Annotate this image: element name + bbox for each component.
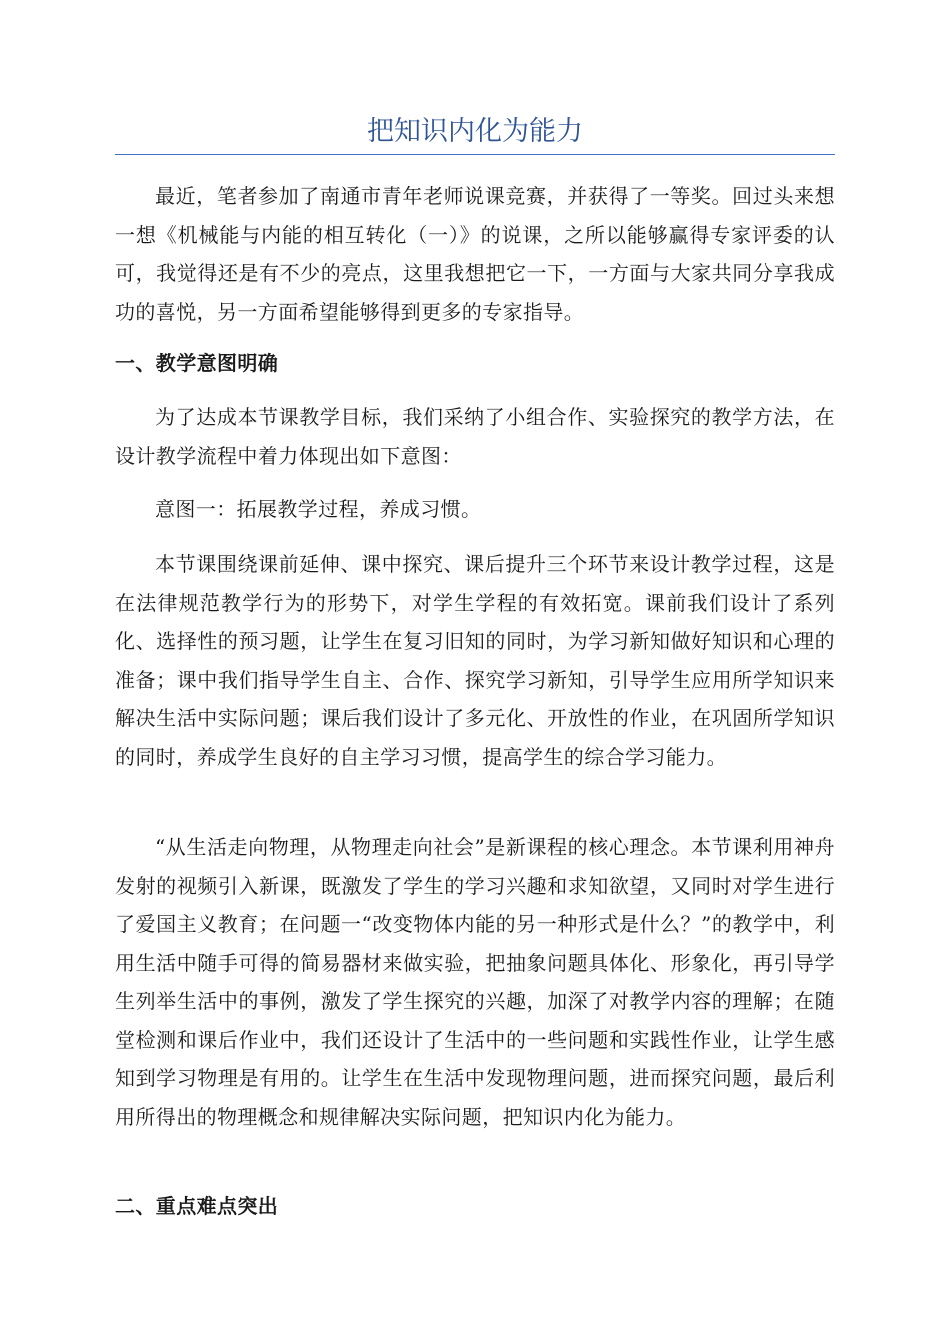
section1-paragraph-4: “从生活走向物理，从物理走向社会”是新课程的核心理念。本节课利用神舟发射的视频引入新课，既激发了学生的学习兴趣和求知欲望，又同时对学生进行了爱国主义教育；在问题一“改变物体内能的另一种形式是什么？”的教学中，利用生活中随手可得的简易器材来做实验，把抽象问题具体化、形象化，再引导学生列举生活中的事例，激发了学生探究的兴趣，加深了对教学内容的理解；在随堂检测和课后作业中，我们还设计了生活中的一些问题和实践性作业，让学生感知到学习物理是有用的。让学生在生活中发现物理问题，进而探究问题，最后利用所得出的物理概念和规律解决实际问题，把知识内化为能力。 (115, 835, 835, 1129)
section1-paragraph-3: 本节课围绕课前延伸、课中探究、课后提升三个环节来设计教学过程，这是在法律规范教学行为的形势下，对学生学程的有效拓宽。课前我们设计了系列化、选择性的预习题，让学生在复习旧知的同时，为学习新知做好知识和心理的准备；课中我们指导学生自主、合作、探究学习新知，引导学生应用所学知识来解决生活中实际问题；课后我们设计了多元化、开放性的作业，在巩固所学知识的同时，养成学生良好的自主学习习惯，提高学生的综合学习能力。 (115, 552, 835, 769)
section1-paragraph-1: 为了达成本节课教学目标，我们采纳了小组合作、实验探究的教学方法，在设计教学流程中着力体现出如下意图： (115, 405, 835, 468)
section1-paragraph-2: 意图一：拓展教学过程，养成习惯。 (155, 497, 482, 521)
title-underline (115, 154, 835, 155)
intro-paragraph: 最近，笔者参加了南通市青年老师说课竞赛，并获得了一等奖。回过头来想一想《机械能与内能的相互转化（一）》的说课，之所以能够赢得专家评委的认可，我觉得还是有不少的亮点，这里我想把它一下，一方面与大家共同分享我成功的喜悦，另一方面希望能够得到更多的专家指导。 (115, 184, 835, 324)
section-heading-1: 一、教学意图明确 (115, 351, 279, 375)
document-title: 把知识内化为能力 (367, 116, 583, 147)
section-heading-2: 二、重点难点突出 (115, 1194, 279, 1218)
